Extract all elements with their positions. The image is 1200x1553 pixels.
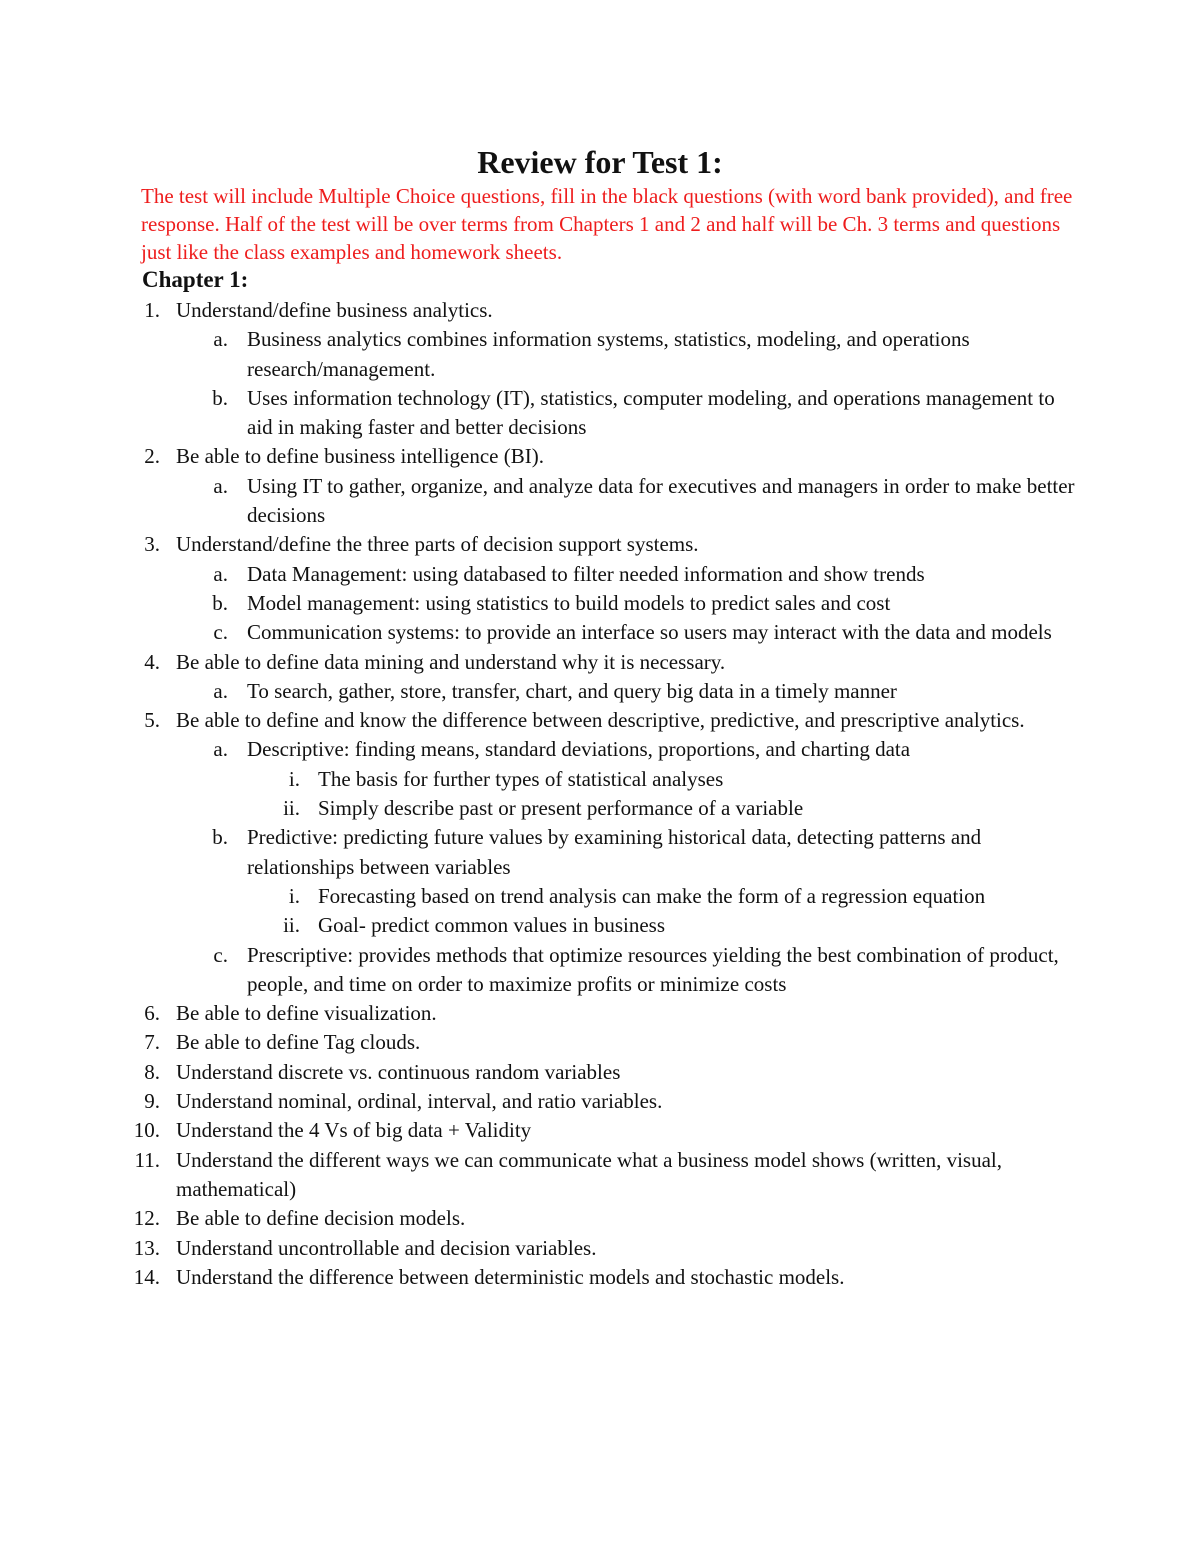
list-marker: i. [288,883,300,908]
list-marker: ii. [283,913,300,938]
list-marker: b. [212,825,228,850]
list-item [0,1116,1200,1145]
list-marker: a. [213,737,228,762]
list-item [0,1087,1200,1116]
list-item [0,941,1200,1000]
list-item [0,325,1200,384]
list-item [0,1028,1200,1057]
list-item [0,882,1200,911]
list-item-text: Forecasting based on trend analysis can make the form of a regression equation [318,883,986,908]
list-marker: 7. [144,1030,160,1055]
list-item-text: Understand/define business analytics. [176,298,493,322]
list-item [0,560,1200,589]
list-item [0,618,1200,647]
list-item-text: Understand nominal, ordinal, interval, and ratio variables. [176,1089,663,1114]
list-item-text: Communication systems: to provide an interface so users may interact with the data and models [247,620,1052,645]
list-item-text: Understand/define the three parts of decision support systems. [176,532,699,557]
list-marker: c. [213,942,228,967]
list-item-text: Understand discrete vs. continuous random variables [176,1059,621,1084]
list-item-text: Understand the difference between deterministic models and stochastic models. [176,1264,845,1289]
list-marker: 14. [133,1264,160,1289]
list-item-text: Be able to define visualization. [176,1001,437,1026]
list-marker: 11. [134,1147,160,1172]
list-item [0,296,1200,325]
list-item [0,794,1200,823]
list-marker: 2. [144,444,160,469]
list-item-text: Predictive: predicting future values by examining historical data, detecting patterns and relationships between variables [247,825,982,879]
list-item-text: Data Management: using databased to filter needed information and show trends [247,561,925,586]
list-marker: b. [212,385,228,410]
list-item [0,765,1200,794]
list-item [0,735,1200,764]
list-item [0,1234,1200,1263]
list-item-text: The basis for further types of statistical analyses [318,766,724,791]
list-marker: a. [213,678,228,703]
chapter-heading: Chapter 1: [142,267,249,292]
list-item [0,911,1200,940]
list-marker: 8. [144,1059,160,1084]
list-item [0,530,1200,559]
list-marker: a. [213,327,228,352]
list-item-text: Descriptive: finding means, standard deviations, proportions, and charting data [247,737,911,762]
page-title: Review for Test 1: [477,144,723,180]
list-item-text: Understand uncontrollable and decision variables. [176,1235,597,1260]
outline-list [0,296,1200,1292]
list-marker: b. [212,590,228,615]
list-marker: c. [213,620,228,645]
list-item-text: Understand the 4 Vs of big data + Validity [176,1118,532,1143]
list-marker: 9. [144,1089,160,1114]
list-item-text: Model management: using statistics to build models to predict sales and cost [247,590,891,615]
list-item-text: Be able to define and know the difference between descriptive, predictive, and prescriptive analytics. [176,708,1025,733]
list-item [0,823,1200,882]
list-item [0,442,1200,471]
list-marker: 3. [144,532,160,557]
list-item [0,999,1200,1028]
intro-paragraph: The test will include Multiple Choice questions, fill in the black questions (with word bank provided), and free response. Half of the test will be over terms from Chapters 1 and 2 and half will be Ch. 3 terms and questions just like the class examples and homework sheets. [141,184,1073,264]
list-item-text: Be able to define decision models. [176,1206,466,1231]
list-marker: i. [288,766,300,791]
list-item-text: Be able to define data mining and understand why it is necessary. [176,649,726,674]
list-marker: a. [213,561,228,586]
list-item [0,1263,1200,1292]
list-item-text: Business analytics combines information systems, statistics, modeling, and operations research/management. [247,327,970,381]
list-item [0,677,1200,706]
list-marker: 1. [144,298,160,322]
list-marker: 10. [133,1118,160,1143]
list-item-text: Simply describe past or present performance of a variable [318,796,804,821]
list-item-text: Using IT to gather, organize, and analyze data for executives and managers in order to make better decisions [247,473,1075,528]
list-item [0,1058,1200,1087]
list-item [0,1146,1200,1205]
list-item-text: Goal- predict common values in business [318,913,666,938]
list-item-text: Prescriptive: provides methods that optimize resources yielding the best combination of product, people, and time on order to maximize profits or minimize costs [247,942,1059,996]
list-item [0,472,1200,531]
list-item-text: Be able to define Tag clouds. [176,1030,421,1055]
list-item [0,648,1200,677]
list-item-text: To search, gather, store, transfer, chart, and query big data in a timely manner [247,678,897,703]
list-marker: 6. [144,1001,160,1026]
list-item [0,589,1200,618]
list-marker: 13. [133,1235,160,1260]
list-marker: ii. [283,796,300,821]
list-item [0,384,1200,443]
list-marker: 4. [144,649,160,674]
list-item [0,1204,1200,1233]
list-marker: 5. [144,708,160,733]
list-marker: 12. [133,1206,160,1231]
list-item-text: Uses information technology (IT), statistics, computer modeling, and operations management to aid in making faster and better decisions [247,385,1055,440]
list-item-text: Be able to define business intelligence (BI). [176,444,544,469]
list-item [0,706,1200,735]
list-marker: a. [213,473,228,498]
list-item-text: Understand the different ways we can communicate what a business model shows (written, visual, mathematical) [176,1147,1002,1201]
